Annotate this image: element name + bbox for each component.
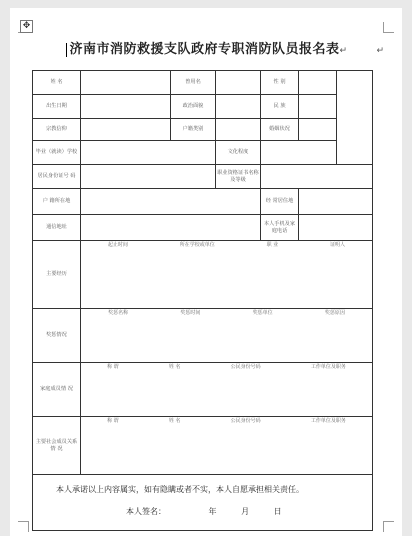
field-birth[interactable] bbox=[81, 95, 171, 119]
field-gender[interactable] bbox=[299, 71, 337, 95]
field-name[interactable] bbox=[81, 71, 171, 95]
margin-corner-bottom-right bbox=[383, 521, 394, 532]
pledge-section[interactable] bbox=[33, 475, 373, 531]
field-politics[interactable] bbox=[216, 95, 261, 119]
label-ethnic: 民 族 bbox=[261, 95, 299, 119]
award-column-headers: 奖惩名称 奖惩时间 奖惩单位 奖惩原因 bbox=[108, 310, 345, 316]
label-hukou-place: 户 籍所在地 bbox=[33, 189, 81, 215]
registration-form-table bbox=[32, 70, 373, 531]
table-move-handle-icon[interactable]: ✥ bbox=[20, 20, 33, 33]
label-birth: 出生日期 bbox=[33, 95, 81, 119]
field-former-name[interactable] bbox=[216, 71, 261, 95]
label-id-number: 居民身份证号 码 bbox=[33, 165, 81, 189]
month-label: 月 bbox=[241, 507, 250, 516]
field-grad-school[interactable] bbox=[81, 141, 216, 165]
field-marital[interactable] bbox=[299, 119, 337, 141]
label-relations: 主要社会成员关系情 况 bbox=[33, 417, 81, 475]
label-address: 通信地址 bbox=[33, 215, 81, 241]
field-hukou-place[interactable] bbox=[81, 189, 261, 215]
field-address[interactable] bbox=[81, 215, 261, 241]
label-politics: 政治面貌 bbox=[171, 95, 216, 119]
page-title: 济南市消防救援支队政府专职消防队员报名表↵ bbox=[62, 38, 352, 57]
field-cert[interactable] bbox=[261, 165, 373, 189]
day-label: 日 bbox=[273, 507, 282, 516]
label-resume: 主要经历 bbox=[33, 241, 81, 309]
label-religion: 宗教信仰 bbox=[33, 119, 81, 141]
field-relations[interactable] bbox=[81, 417, 373, 475]
field-resume[interactable] bbox=[81, 241, 373, 309]
text-cursor bbox=[66, 43, 67, 57]
label-marital: 婚姻状况 bbox=[261, 119, 299, 141]
photo-box[interactable] bbox=[337, 71, 373, 165]
label-former-name: 曾用名 bbox=[171, 71, 216, 95]
pledge-text: 本人承诺以上内容属实，如有隐瞒或者不实，本人自愿承担相关责任。 bbox=[56, 485, 304, 494]
return-mark-icon: ↵ bbox=[376, 46, 384, 56]
relations-column-headers: 称 谓 姓 名 公民身份号码 工作单位及职务 bbox=[107, 418, 346, 424]
field-family[interactable] bbox=[81, 363, 373, 417]
margin-corner-bottom-left bbox=[18, 521, 29, 532]
signature-label: 本人签名： bbox=[126, 507, 166, 516]
label-education: 文化程度 bbox=[216, 141, 261, 165]
label-phone: 本人手机及家庭电话 bbox=[261, 215, 299, 241]
field-education[interactable] bbox=[261, 141, 337, 165]
field-hukou-type[interactable] bbox=[216, 119, 261, 141]
label-name: 姓 名 bbox=[33, 71, 81, 95]
label-awards: 奖惩情况 bbox=[33, 309, 81, 363]
field-religion[interactable] bbox=[81, 119, 171, 141]
label-cert: 职业资格证书名称及等级 bbox=[216, 165, 261, 189]
year-label: 年 bbox=[208, 507, 217, 516]
field-awards[interactable] bbox=[81, 309, 373, 363]
paragraph-mark-icon: ↵ bbox=[339, 46, 348, 56]
label-hukou-type: 户籍类别 bbox=[171, 119, 216, 141]
field-phone[interactable] bbox=[299, 215, 373, 241]
field-residence[interactable] bbox=[299, 189, 373, 215]
label-residence: 经 常居住地 bbox=[261, 189, 299, 215]
resume-column-headers: 起止时间 所在学校或单位 职 业 证明人 bbox=[107, 242, 346, 248]
label-grad-school: 毕业（就读）学校 bbox=[33, 141, 81, 165]
field-ethnic[interactable] bbox=[299, 95, 337, 119]
label-gender: 性 别 bbox=[261, 71, 299, 95]
field-id-number[interactable] bbox=[81, 165, 216, 189]
margin-corner-top-right bbox=[383, 22, 394, 33]
label-family: 家庭成员情 况 bbox=[33, 363, 81, 417]
signature-line bbox=[126, 507, 371, 517]
family-column-headers: 称 谓 姓 名 公民身份号码 工作单位及职务 bbox=[107, 364, 346, 370]
